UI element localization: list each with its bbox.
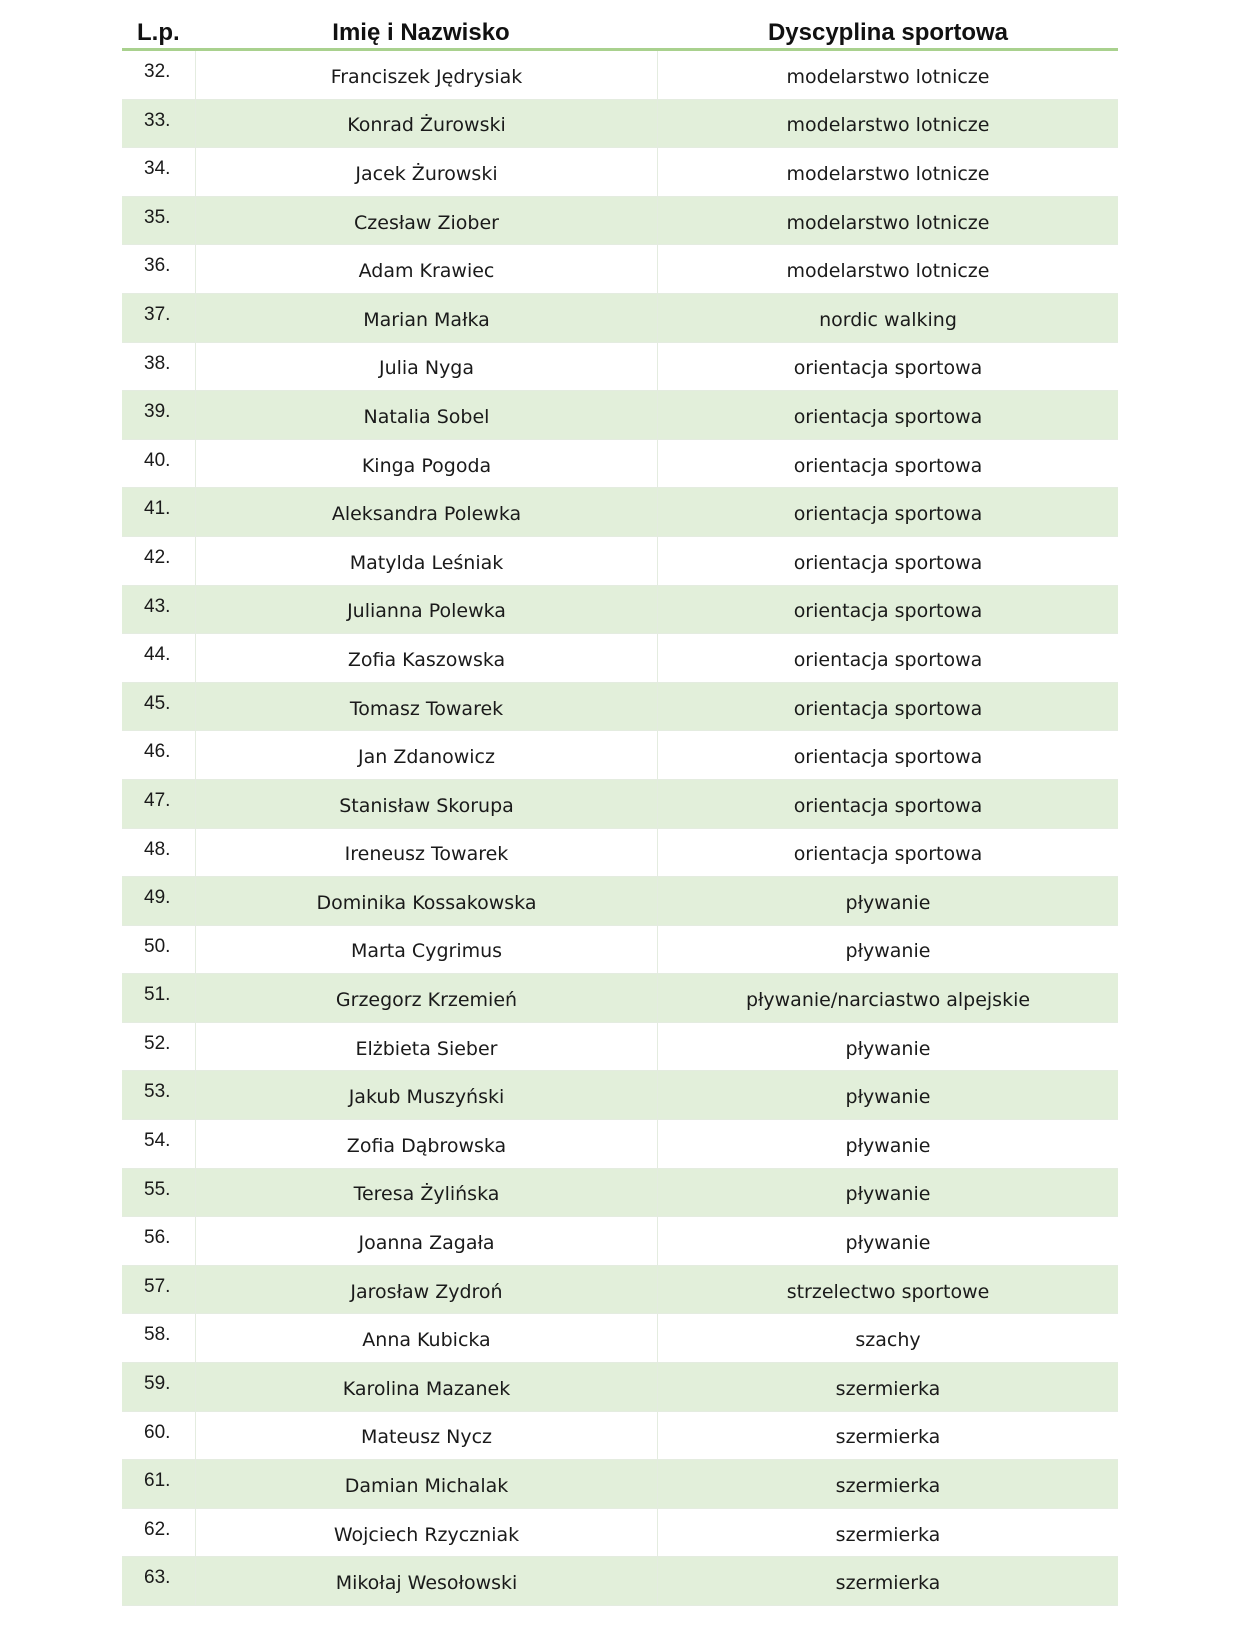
row-number: 36.: [122, 245, 196, 293]
row-number: 39.: [122, 391, 196, 439]
sport-discipline: orientacja sportowa: [793, 746, 983, 769]
table-row: [122, 634, 1118, 683]
sport-discipline: orientacja sportowa: [793, 503, 983, 526]
sport-discipline: nordic walking: [819, 308, 957, 331]
row-number: 46.: [122, 731, 196, 779]
sport-discipline: pływanie/narciastwo alpejskie: [745, 989, 1031, 1012]
table-row: [122, 1217, 1118, 1266]
athlete-name: Julianna Polewka: [196, 586, 658, 634]
athlete-name: Czesław Ziober: [196, 197, 658, 245]
row-number: 63.: [122, 1557, 196, 1605]
table-row: [122, 1071, 1118, 1120]
sport-discipline: szermierka: [835, 1475, 941, 1498]
athlete-name: Ireneusz Towarek: [196, 829, 658, 877]
row-number: 54.: [122, 1120, 196, 1168]
table-row: [122, 731, 1118, 780]
table-row: [122, 488, 1118, 537]
sport-discipline: orientacja sportowa: [793, 648, 983, 671]
sport-discipline: pływanie: [845, 1037, 931, 1060]
athlete-name: Jakub Muszyński: [196, 1071, 658, 1119]
row-number: 58.: [122, 1314, 196, 1362]
table-row: [122, 440, 1118, 489]
table-row: [122, 1509, 1118, 1558]
row-number: 50.: [122, 926, 196, 974]
athlete-name: Stanisław Skorupa: [196, 780, 658, 828]
sport-discipline: pływanie: [845, 1232, 931, 1255]
table-row: [122, 1120, 1118, 1169]
table-row: [122, 294, 1118, 343]
athlete-name: Zofia Dąbrowska: [196, 1120, 658, 1168]
row-number: 55.: [122, 1169, 196, 1217]
athlete-name: Joanna Zagała: [196, 1217, 658, 1265]
table-row: [122, 1412, 1118, 1461]
athlete-name: Elżbieta Sieber: [196, 1023, 658, 1071]
table-row: [122, 1314, 1118, 1363]
athlete-name: Wojciech Rzyczniak: [196, 1509, 658, 1557]
row-number: 60.: [122, 1412, 196, 1460]
athlete-name: Karolina Mazanek: [196, 1363, 658, 1411]
sport-discipline: orientacja sportowa: [793, 551, 983, 574]
table-row: [122, 100, 1118, 149]
table-row: [122, 343, 1118, 392]
athlete-name: Jacek Żurowski: [196, 148, 658, 196]
table-row: [122, 391, 1118, 440]
athlete-name: Marian Małka: [196, 294, 658, 342]
table-row: [122, 1266, 1118, 1315]
sport-discipline: orientacja sportowa: [793, 600, 983, 623]
athlete-name: Mikołaj Wesołowski: [196, 1557, 658, 1605]
row-number: 57.: [122, 1266, 196, 1314]
row-number: 56.: [122, 1217, 196, 1265]
row-number: 43.: [122, 586, 196, 634]
sport-discipline: pływanie: [845, 891, 931, 914]
sport-discipline: orientacja sportowa: [793, 697, 983, 720]
table-row: [122, 683, 1118, 732]
sport-discipline: orientacja sportowa: [793, 454, 983, 477]
athlete-name: Natalia Sobel: [196, 391, 658, 439]
row-number: 51.: [122, 974, 196, 1022]
athletes-table: [122, 14, 1118, 1606]
athlete-name: Damian Michalak: [196, 1460, 658, 1508]
athlete-name: Jarosław Zydroń: [196, 1266, 658, 1314]
sport-discipline: szachy: [855, 1329, 921, 1352]
row-number: 45.: [122, 683, 196, 731]
sport-discipline: szermierka: [835, 1572, 941, 1595]
row-number: 47.: [122, 780, 196, 828]
athlete-name: Anna Kubicka: [196, 1314, 658, 1362]
row-number: 53.: [122, 1071, 196, 1119]
row-number: 48.: [122, 829, 196, 877]
sport-discipline: pływanie: [845, 940, 931, 963]
athlete-name: Kinga Pogoda: [196, 440, 658, 488]
sport-discipline: modelarstwo lotnicze: [786, 162, 990, 185]
table-row: [122, 1023, 1118, 1072]
table-row: [122, 245, 1118, 294]
table-row: [122, 926, 1118, 975]
sport-discipline: szermierka: [835, 1523, 941, 1546]
table-row: [122, 1363, 1118, 1412]
table-header: [122, 14, 1118, 51]
row-number: 49.: [122, 877, 196, 925]
athlete-name: Zofia Kaszowska: [196, 634, 658, 682]
athlete-name: Dominika Kossakowska: [196, 877, 658, 925]
row-number: 62.: [122, 1509, 196, 1557]
table-row: [122, 537, 1118, 586]
row-number: 59.: [122, 1363, 196, 1411]
sport-discipline: strzelectwo sportowe: [786, 1280, 990, 1303]
sport-discipline: orientacja sportowa: [793, 843, 983, 866]
table-row: [122, 974, 1118, 1023]
athlete-name: Julia Nyga: [196, 343, 658, 391]
row-number: 32.: [122, 51, 196, 99]
sport-discipline: pływanie: [845, 1183, 931, 1206]
athlete-name: Grzegorz Krzemień: [196, 974, 658, 1022]
row-number: 41.: [122, 488, 196, 536]
sport-discipline: szermierka: [835, 1377, 941, 1400]
table-row: [122, 51, 1118, 100]
table-row: [122, 586, 1118, 635]
sport-discipline: modelarstwo lotnicze: [786, 211, 990, 234]
row-number: 38.: [122, 343, 196, 391]
athlete-name: Aleksandra Polewka: [196, 488, 658, 536]
sport-discipline: modelarstwo lotnicze: [786, 114, 990, 137]
table-row: [122, 1169, 1118, 1218]
row-number: 42.: [122, 537, 196, 585]
header-discipline: Dyscyplina sportowa: [767, 19, 1009, 46]
sport-discipline: orientacja sportowa: [793, 357, 983, 380]
athlete-name: Jan Zdanowicz: [196, 731, 658, 779]
athlete-name: Konrad Żurowski: [196, 100, 658, 148]
table-row: [122, 1557, 1118, 1606]
table-row: [122, 877, 1118, 926]
table-row: [122, 780, 1118, 829]
row-number: 61.: [122, 1460, 196, 1508]
athlete-name: Matylda Leśniak: [196, 537, 658, 585]
sport-discipline: orientacja sportowa: [793, 794, 983, 817]
row-number: 33.: [122, 100, 196, 148]
athlete-name: Marta Cygrimus: [196, 926, 658, 974]
row-number: 37.: [122, 294, 196, 342]
athlete-name: Franciszek Jędrysiak: [196, 51, 658, 99]
table-row: [122, 1460, 1118, 1509]
table-row: [122, 829, 1118, 878]
table-body: [122, 51, 1118, 1606]
sport-discipline: pływanie: [845, 1134, 931, 1157]
athlete-name: Adam Krawiec: [196, 245, 658, 293]
athlete-name: Tomasz Towarek: [196, 683, 658, 731]
sport-discipline: modelarstwo lotnicze: [786, 65, 990, 88]
sport-discipline: orientacja sportowa: [793, 405, 983, 428]
table-row: [122, 148, 1118, 197]
row-number: 52.: [122, 1023, 196, 1071]
athlete-name: Mateusz Nycz: [196, 1412, 658, 1460]
header-lp: L.p.: [137, 19, 180, 46]
sport-discipline: modelarstwo lotnicze: [786, 260, 990, 283]
row-number: 34.: [122, 148, 196, 196]
table-row: [122, 197, 1118, 246]
header-name: Imię i Nazwisko: [332, 19, 510, 46]
athlete-name: Teresa Żylińska: [196, 1169, 658, 1217]
sport-discipline: szermierka: [835, 1426, 941, 1449]
row-number: 44.: [122, 634, 196, 682]
row-number: 40.: [122, 440, 196, 488]
sport-discipline: pływanie: [845, 1086, 931, 1109]
row-number: 35.: [122, 197, 196, 245]
